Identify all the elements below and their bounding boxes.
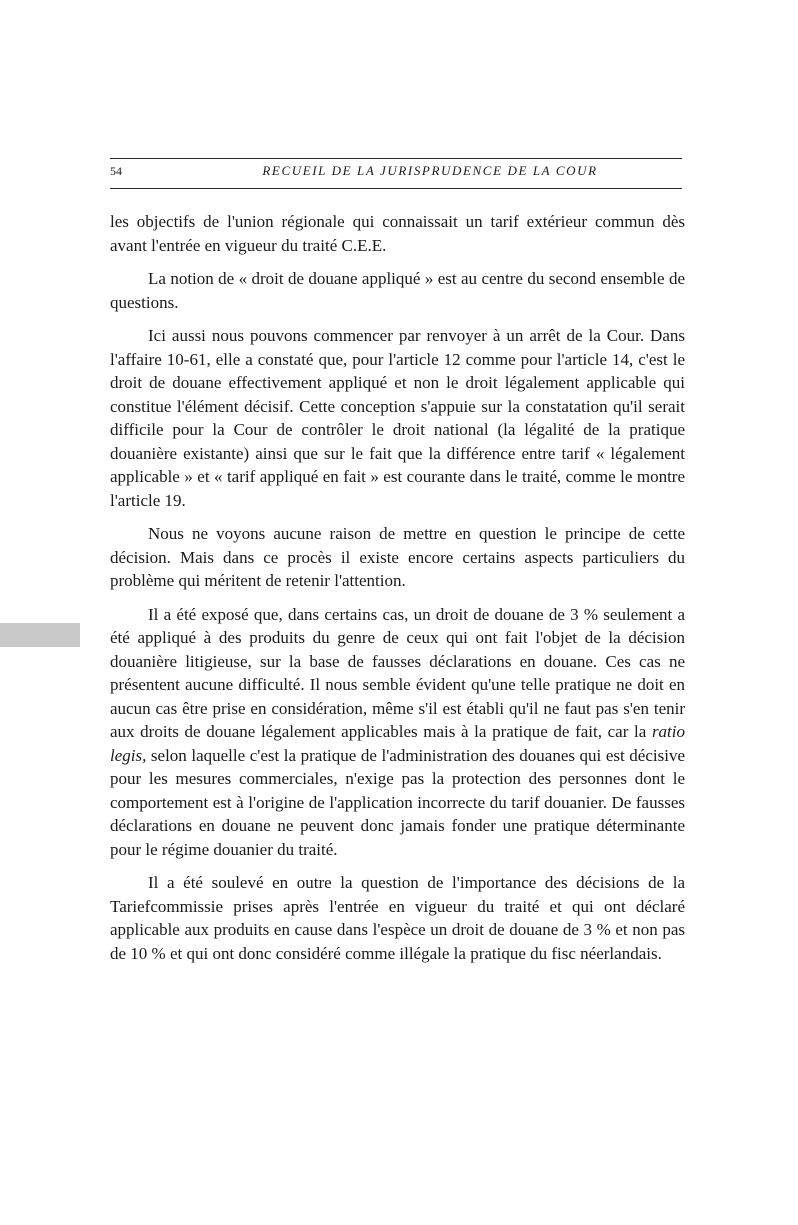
paragraph-fausses-declarations <box>110 603 685 862</box>
paragraph-tariefcommissie: Il a été soulevé en outre la question de l'importance des décisions de la Tariefcommissie prises après l'entrée en vigueur du traité et qui ont déclaré applicable aux produits en cause dans l'espèce un droit de douane de 3 % et non pas de 10 % et qui ont donc considéré comme illégale la pratique du fisc néerlandais. <box>110 873 685 963</box>
page-number: 54 <box>110 164 122 178</box>
paragraph-fausses-declarations-part-1: Il a été exposé que, dans certains cas, un droit de douane de 3 % seulement a été appliqué à des produits du genre de ceux qui ont fait l'objet de la décision douanière litigieuse, sur la base de fausses déclarations en douane. Ces cas ne présentent aucune difficulté. Il nous semble évident qu'une telle pratique ne doit en aucun cas être prise en considération, même s'il est établi qu'il ne faut pas s'en tenir aux droits de douane légalement applicables mais à la pratique de fait, car la <box>110 604 685 741</box>
running-header-title: RECUEIL DE LA JURISPRUDENCE DE LA COUR <box>262 163 598 178</box>
paragraph-principe-decision: Nous ne voyons aucune raison de mettre en question le principe de cette décision. Mais dans ce procès il existe encore certains aspects particuliers du problème qui méritent de retenir l'attention. <box>110 524 685 590</box>
paragraph-arret-de-la-cour: Ici aussi nous pouvons commencer par renvoyer à un arrêt de la Cour. Dans l'affaire 10-61, elle a constaté que, pour l'article 12 comme pour l'article 14, c'est le droit de douane effectivement appliqué et non le droit légalement applicable qui constitue l'élément décisif. Cette conception s'appuie sur la constatation qu'il serait difficile pour la Cour de contrôler le droit national (la légalité de la pratique douanière existante) ainsi que sur le fait que la différence entre tarif « légalement applicable » et « tarif appliqué en fait » est courante dans le traité, comme le montre l'article 19. <box>110 326 685 510</box>
header-rule-top <box>110 158 682 159</box>
ratio-legis-emphasis: ratio legis, <box>110 722 685 765</box>
paragraph-fausses-declarations-part-2: selon laquelle c'est la pratique de l'administration des douanes qui est décisive pour les mesures commerciales, n'exige pas la protection des personnes dont le comportement est à l'origine de l'application incorrecte du tarif douanier. De fausses déclarations en douane ne peuvent donc jamais fonder une pratique déterminante pour le régime douanier du traité. <box>110 745 685 859</box>
paragraph-continuation: les objectifs de l'union régionale qui connaissait un tarif extérieur commun dès avant l'entrée en vigueur du traité C.E.E. <box>110 212 685 255</box>
body-text <box>110 210 685 975</box>
header-rule-bottom <box>110 188 682 189</box>
margin-tab-marker <box>0 623 80 647</box>
paragraph-droit-de-douane: La notion de « droit de douane appliqué » est au centre du second ensemble de questions. <box>110 269 685 312</box>
running-header <box>110 163 682 183</box>
